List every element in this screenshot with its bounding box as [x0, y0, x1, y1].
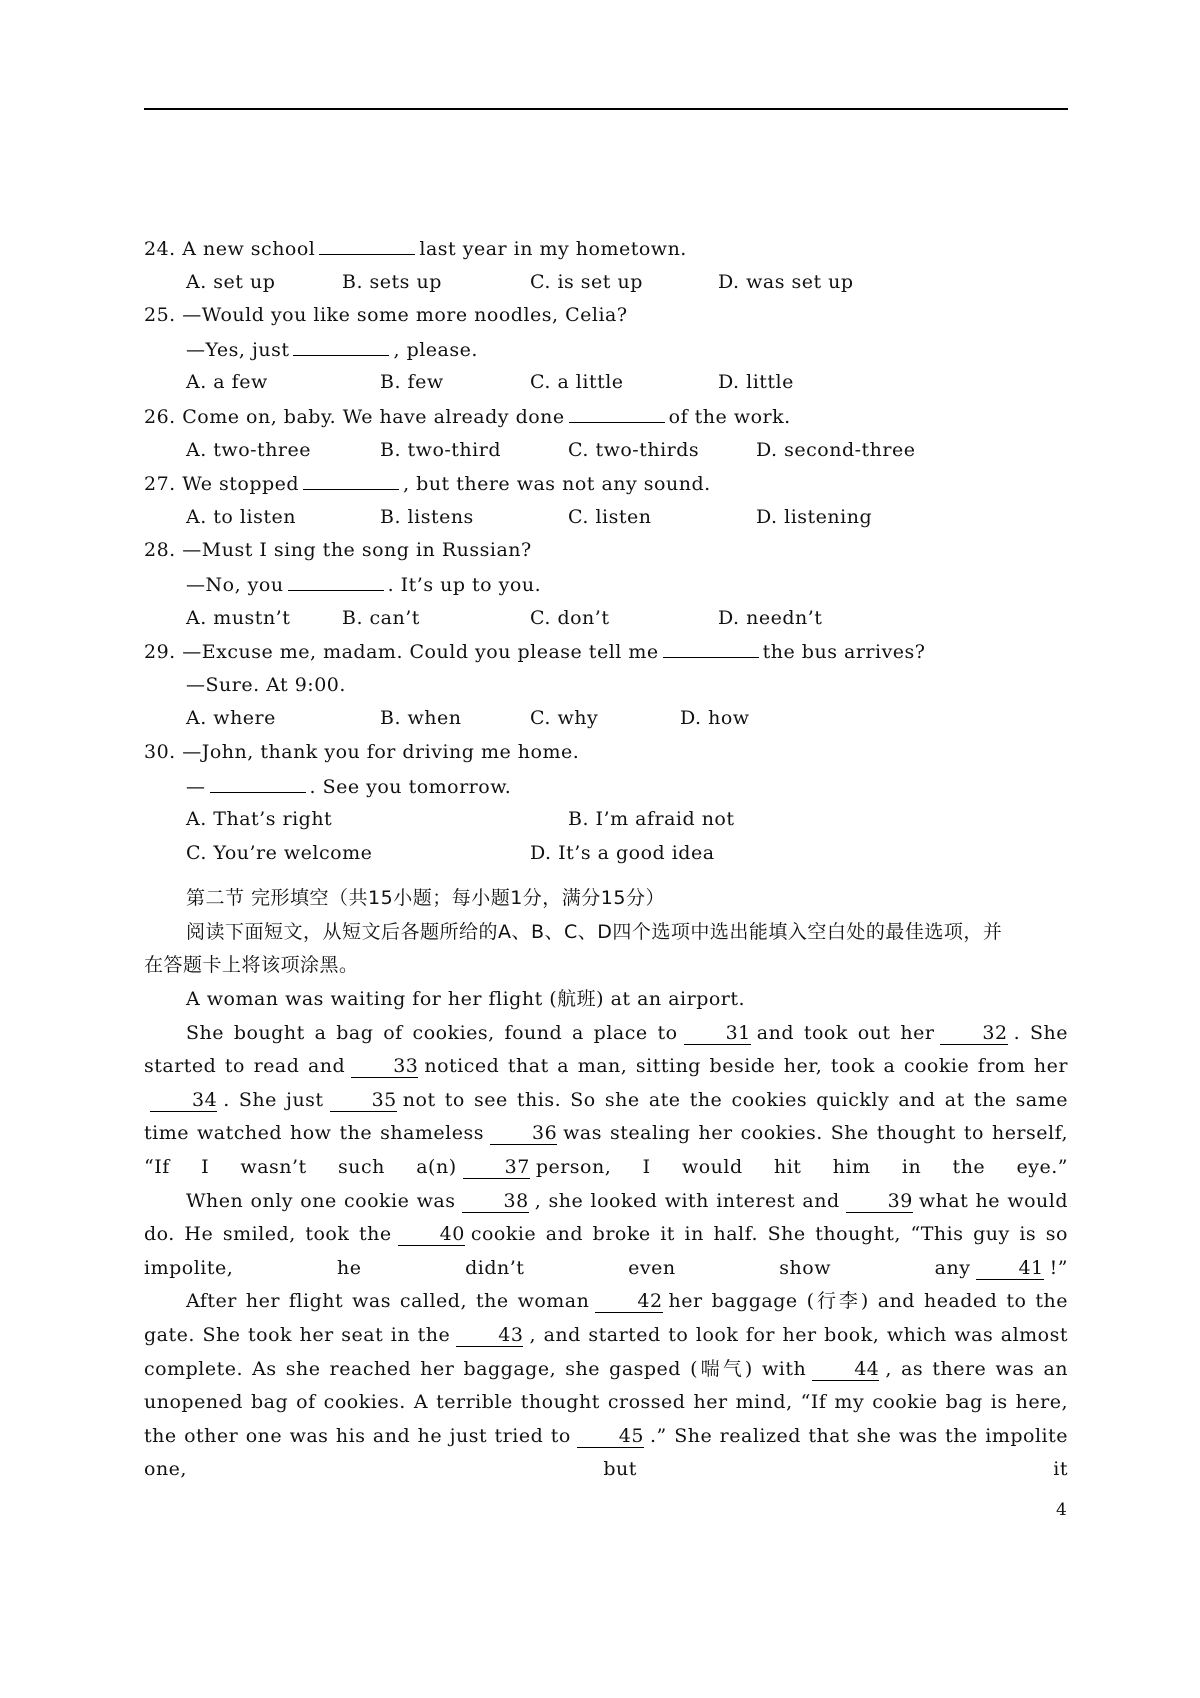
option: D. little: [718, 371, 794, 394]
option: D. needn’t: [718, 606, 823, 629]
option: B. two-third: [380, 438, 501, 461]
option: D. It’s a good idea: [530, 841, 715, 864]
question-30-options-row2: [144, 837, 1068, 871]
option: A. mustn’t: [186, 606, 291, 629]
answer-blank: [319, 232, 415, 255]
question-28-options: [144, 602, 1068, 636]
section-title: 第二节 完形填空（共15小题；每小题1分，满分15分）: [186, 887, 665, 910]
option: C. why: [530, 707, 599, 730]
option: C. don’t: [530, 606, 610, 629]
cloze-blank: 33: [351, 1055, 418, 1078]
question-30-options-row1: [144, 803, 1068, 837]
passage-paragraph-1: She bought a bag of cookies, found a place to 31 and took out her 32 . She started to read and 33 noticed that a man, sitting beside her, took a cookie from her34 . She just 35 not to see this. So she ate the cookies quickly and at the same time watched how the shameless 36 was stealing her cookies. She thought to herself, “If I wasn’t such a(n) 37 person, I would hit him in the eye.”: [144, 1021, 1068, 1179]
answer-blank: [293, 333, 389, 356]
option: B. I’m afraid not: [568, 808, 735, 831]
cloze-blank: 43: [456, 1324, 523, 1347]
cloze-blank: 36: [490, 1122, 557, 1145]
option: C. two-thirds: [568, 438, 700, 461]
section-instruction-cont: 在答题卡上将该项涂黑。: [144, 954, 359, 977]
option: D. second-three: [756, 438, 916, 461]
question-28-stem: 28. —Must I sing the song in Russian?: [144, 539, 532, 562]
option: D. listening: [756, 505, 873, 528]
question-25-stem: 25. —Would you like some more noodles, Celia?: [144, 304, 628, 327]
cloze-blank: 42: [595, 1290, 662, 1313]
option: B. sets up: [342, 270, 442, 293]
option: B. can’t: [342, 606, 420, 629]
cloze-blank: 31: [684, 1022, 751, 1045]
passage-intro: A woman was waiting for her flight (航班) at an airport.: [186, 988, 746, 1011]
question-29-response: —Sure. At 9:00.: [186, 673, 346, 696]
question-28-response: —No, you . It’s up to you.: [144, 568, 1068, 602]
option: C. is set up: [530, 270, 643, 293]
page-number: 4: [1056, 1500, 1067, 1520]
question-27-options: [144, 501, 1068, 535]
cloze-blank: 45: [577, 1425, 644, 1448]
option: C. You’re welcome: [186, 841, 373, 864]
cloze-blank: 44: [812, 1358, 879, 1381]
cloze-blank: 38: [462, 1190, 529, 1213]
option: C. listen: [568, 505, 652, 528]
answer-blank: [569, 400, 665, 423]
answer-blank: [210, 770, 306, 793]
option: D. how: [680, 707, 750, 730]
option: A. a few: [186, 371, 268, 394]
option: D. was set up: [718, 270, 854, 293]
cloze-blank: 39: [846, 1190, 913, 1213]
question-29-stem: 29. —Excuse me, madam. Could you please tell me the bus arrives?: [144, 635, 1068, 669]
question-26-options: [144, 434, 1068, 468]
option: A. to listen: [186, 505, 296, 528]
cloze-blank: 41: [976, 1257, 1043, 1280]
cloze-blank: 37: [463, 1156, 530, 1179]
passage-paragraph-3: After her flight was called, the woman 42 her baggage (行李) and headed to the gate. She took her seat in the 43 , and started to look for her book, which was almost complete. As she reached her baggage, she gasped (喘气) with 44 , as there was an unopened bag of cookies. A terrible thought crossed her mind, “If my cookie bag is here, the other one was his and he just tried to 45 .” She realized that she was the impolite one, but it: [144, 1290, 1069, 1481]
header-rule: [144, 108, 1068, 110]
question-29-options: [144, 702, 1068, 736]
option: A. set up: [186, 270, 276, 293]
option: B. listens: [380, 505, 474, 528]
passage-paragraph-2: When only one cookie was 38 , she looked with interest and 39 what he would do. He smiled, took the 40 cookie and broke it in half. She thought, “This guy is so impolite, he didn’t even show any 41 !”: [144, 1189, 1069, 1279]
answer-blank: [303, 467, 399, 490]
cloze-blank: 35: [330, 1089, 397, 1112]
cloze-blank: 34: [150, 1089, 217, 1112]
option: A. where: [186, 707, 276, 730]
answer-blank: [288, 568, 384, 591]
option: B. few: [380, 371, 444, 394]
section-instruction: 阅读下面短文，从短文后各题所给的A、B、C、D四个选项中选出能填入空白处的最佳选项，并: [186, 920, 1003, 943]
question-27-stem: 27. We stopped , but there was not any sound.: [144, 467, 1068, 501]
question-26-stem: 26. Come on, baby. We have already done of the work.: [144, 400, 1068, 434]
option: C. a little: [530, 371, 624, 394]
cloze-blank: 40: [398, 1223, 465, 1246]
question-24-stem: 24. A new school last year in my hometown.: [144, 232, 1068, 266]
question-30-response: — . See you tomorrow.: [144, 770, 1068, 804]
option: A. two-three: [186, 438, 312, 461]
question-24-options: [144, 266, 1068, 300]
cloze-blank: 32: [940, 1022, 1007, 1045]
option: A. That’s right: [186, 808, 333, 831]
page-content: [144, 232, 1068, 1487]
option: B. when: [380, 707, 462, 730]
question-25-response: —Yes, just , please.: [144, 333, 1068, 367]
question-25-options: [144, 366, 1068, 400]
question-30-stem: 30. —John, thank you for driving me home.: [144, 740, 580, 763]
answer-blank: [663, 635, 759, 658]
